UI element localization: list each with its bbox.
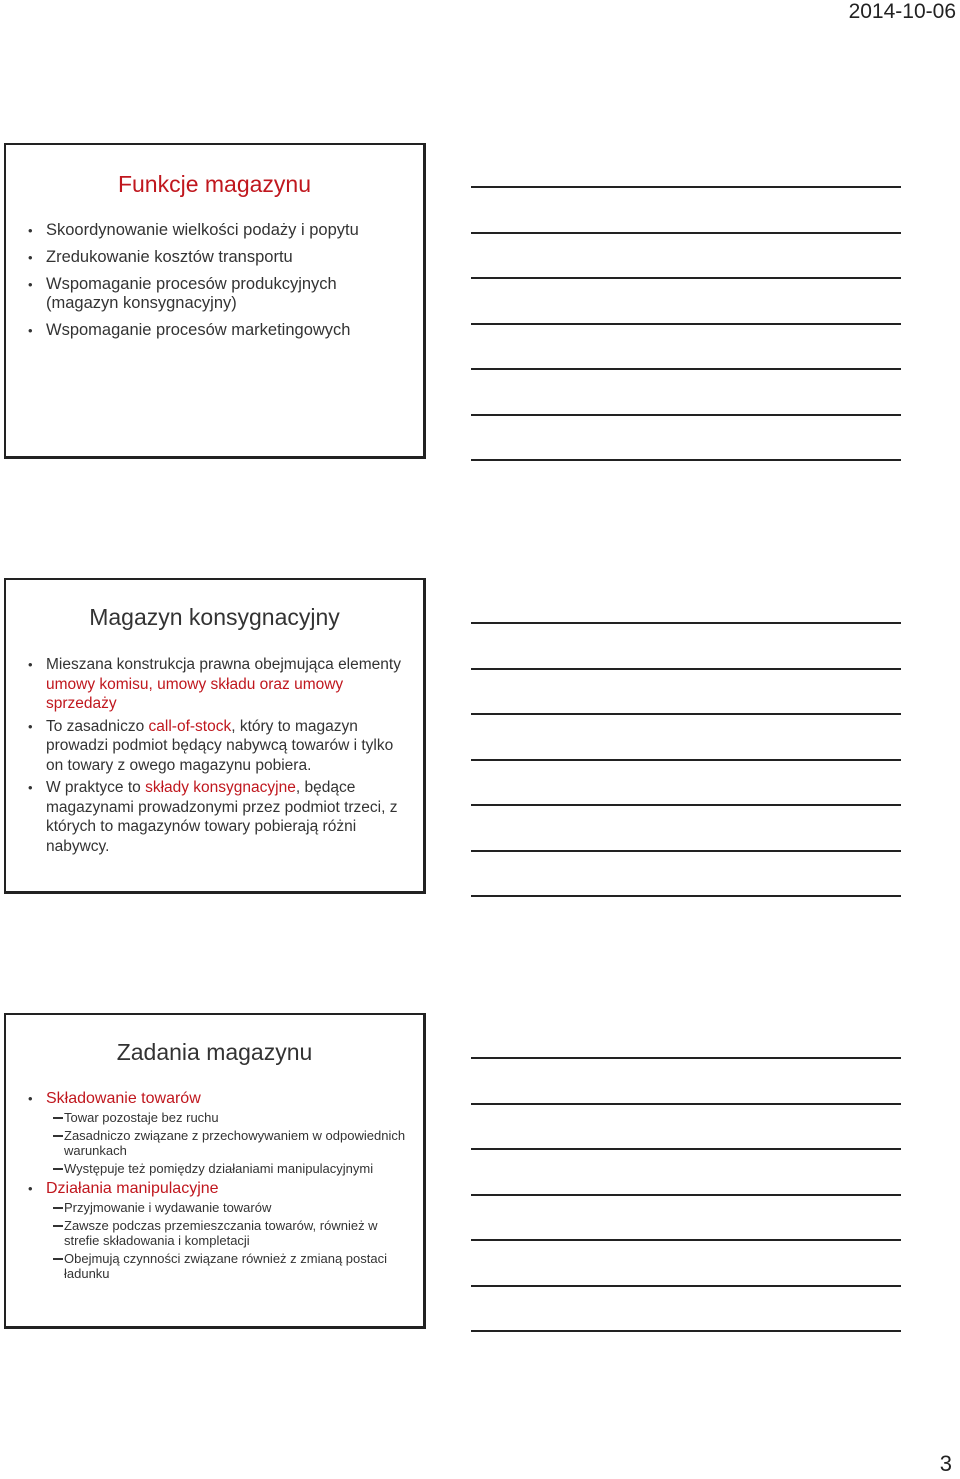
note-line xyxy=(471,759,901,761)
bullet-item: • Skoordynowanie wielkości podaży i popytu xyxy=(6,221,413,240)
highlight-text: call-of-stock xyxy=(148,717,232,735)
note-line xyxy=(471,323,901,325)
bullet-item: • Zredukowanie kosztów transportu xyxy=(6,248,413,267)
bullet-text: W praktyce to xyxy=(46,779,146,796)
bullet-item xyxy=(6,1179,413,1199)
note-line xyxy=(471,622,901,624)
sub-item: Zasadniczo związane z przechowywaniem w odpowiednich warunkach xyxy=(6,1128,413,1158)
note-line xyxy=(471,850,901,852)
slide-title: Magazyn konsygnacyjny xyxy=(89,604,340,630)
note-line xyxy=(471,1057,901,1059)
bullet-item xyxy=(6,717,413,776)
bullet-item xyxy=(6,778,413,856)
sub-item: Towar pozostaje bez ruchu xyxy=(6,1110,413,1125)
highlight-text: umowy komisu, umowy składu oraz umowy sprzedaży xyxy=(46,675,344,712)
note-line xyxy=(471,232,901,234)
sub-list-wrapper xyxy=(6,1110,413,1176)
notes-lines xyxy=(471,1057,901,1376)
sub-item: Przyjmowanie i wydawanie towarów xyxy=(6,1200,413,1215)
bullet-text: To zasadniczo xyxy=(46,717,149,735)
note-line xyxy=(471,668,901,670)
sub-list-wrapper xyxy=(6,1200,413,1281)
note-line xyxy=(471,1285,901,1287)
note-line xyxy=(471,1103,901,1105)
note-line xyxy=(471,1194,901,1196)
slide-title: Funkcje magazynu xyxy=(117,171,312,197)
note-line xyxy=(471,414,901,416)
bullet-list xyxy=(6,221,413,348)
slide-title: Zadania magazynu xyxy=(116,1039,313,1065)
sub-list xyxy=(6,1200,413,1281)
notes-lines xyxy=(471,622,901,941)
bullet-text: Mieszana konstrukcja prawna obejmująca elementy xyxy=(46,656,401,673)
group-label: Składowanie towarów xyxy=(46,1090,201,1107)
bullet-item: • Wspomaganie procesów marketingowych xyxy=(6,321,413,340)
note-line xyxy=(471,459,901,461)
bullet-item xyxy=(6,655,413,714)
sub-item: Zawsze podczas przemieszczania towarów, również w strefie składowania i kompletacji xyxy=(6,1218,413,1248)
note-line xyxy=(471,804,901,806)
note-line xyxy=(471,895,901,897)
bullet-text: , będące magazynami prowadzonymi przez podmiot trzeci, z których to magazynów towary pobierają różni nabywcy. xyxy=(46,779,398,855)
note-line xyxy=(471,1330,901,1332)
sub-item: Występuje też pomiędzy działaniami manipulacyjnymi xyxy=(6,1161,413,1176)
note-line xyxy=(471,1148,901,1150)
bullet-text: , który to magazyn prowadzi podmiot będący nabywcą towarów i tylko on towary z owego magazynu pobiera. xyxy=(46,717,394,774)
bullet-list xyxy=(6,1089,413,1284)
slide-funkcje-magazynu xyxy=(4,143,426,459)
sub-item: Obejmują czynności związane również z zmianą postaci ładunku xyxy=(6,1251,413,1281)
note-line xyxy=(471,368,901,370)
sub-list xyxy=(6,1110,413,1176)
slide-magazyn-konsygnacyjny xyxy=(4,578,426,894)
note-line xyxy=(471,186,901,188)
group-label: Działania manipulacyjne xyxy=(46,1180,219,1197)
header-date: 2014-10-06 xyxy=(848,0,956,23)
note-line xyxy=(471,1239,901,1241)
notes-lines xyxy=(471,186,901,505)
note-line xyxy=(471,713,901,715)
note-line xyxy=(471,277,901,279)
highlight-text: składy konsygnacyjne xyxy=(145,779,296,796)
bullet-item xyxy=(6,1089,413,1109)
bullet-item: • Wspomaganie procesów produkcyjnych (magazyn konsygnacyjny) xyxy=(6,275,413,313)
page-number: 3 xyxy=(939,1451,952,1476)
slide-zadania-magazynu xyxy=(4,1013,426,1329)
bullet-list xyxy=(6,655,413,859)
